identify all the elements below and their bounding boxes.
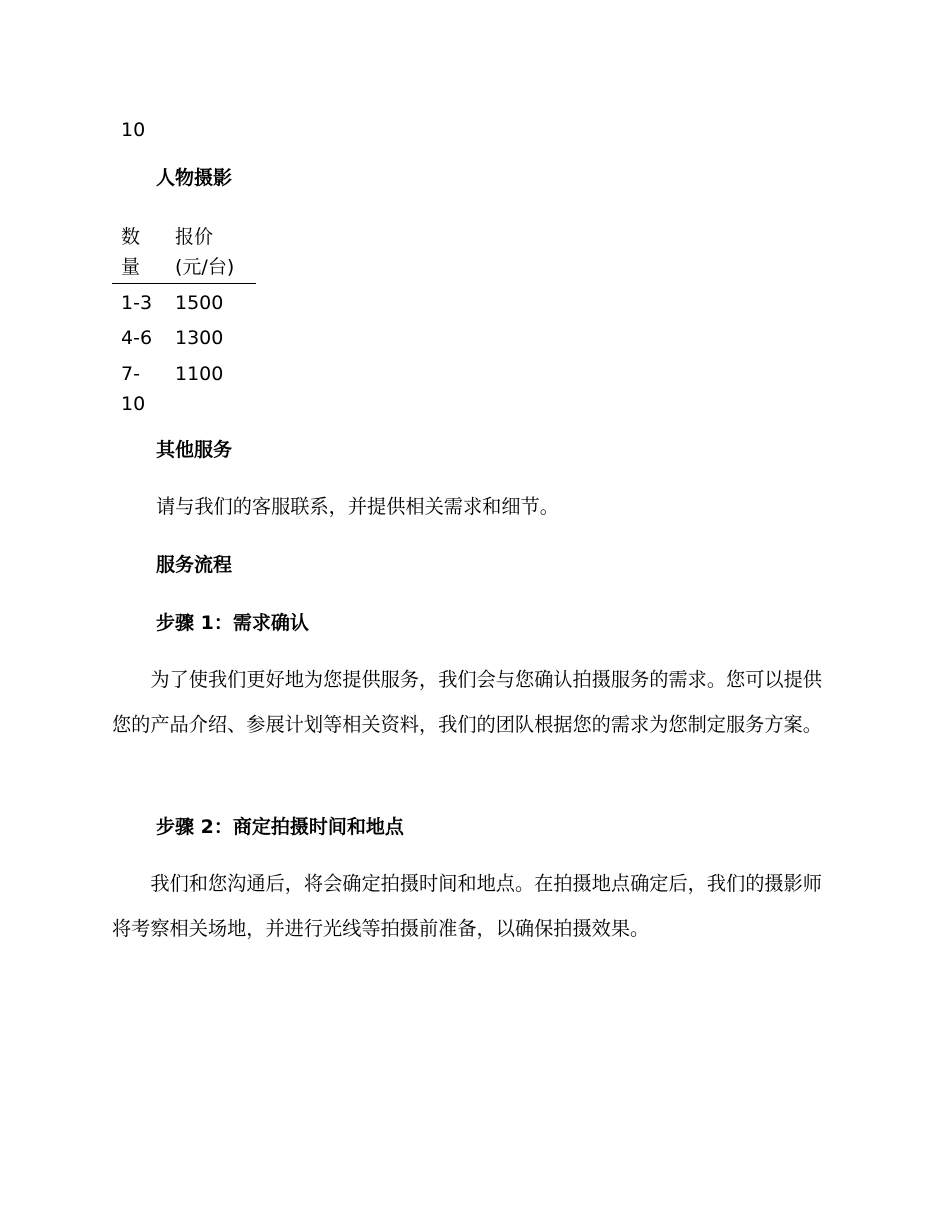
table-cell-price: 1500 [175,292,224,314]
table-cell-quantity-line1: 7- [121,363,140,385]
table-cell-quantity: 4-6 [121,327,153,349]
table-cell-quantity-continued: 10 [121,119,146,141]
table-header-quantity-line1: 数 [121,226,141,248]
section-heading-process: 服务流程 [156,554,233,576]
table-cell-quantity-line2: 10 [121,393,146,415]
table-cell-price: 1300 [175,327,224,349]
step2-heading: 步骤 2：商定拍摄时间和地点 [156,816,404,838]
section-heading-portrait: 人物摄影 [156,167,233,189]
table-cell-price: 1100 [175,363,224,385]
step1-heading: 步骤 1：需求确认 [156,612,309,634]
table-header-price-line2: (元/台) [175,256,235,278]
table-header-rule [112,283,256,284]
table-header-quantity-line2: 量 [121,256,141,278]
section-heading-other-services: 其他服务 [156,439,233,461]
step2-paragraph: 我们和您沟通后，将会确定拍摄时间和地点。在拍摄地点确定后，我们的摄影师将考察相关场地，并进行光线等拍摄前准备，以确保拍摄效果。 [112,872,822,940]
table-cell-quantity: 1-3 [121,292,153,314]
other-services-text: 请与我们的客服联系，并提供相关需求和细节。 [156,495,559,518]
table-header-price-line1: 报价 [175,226,214,248]
step1-paragraph: 为了使我们更好地为您提供服务，我们会与您确认拍摄服务的需求。您可以提供您的产品介绍、参展计划等相关资料，我们的团队根据您的需求为您制定服务方案。 [112,668,822,736]
